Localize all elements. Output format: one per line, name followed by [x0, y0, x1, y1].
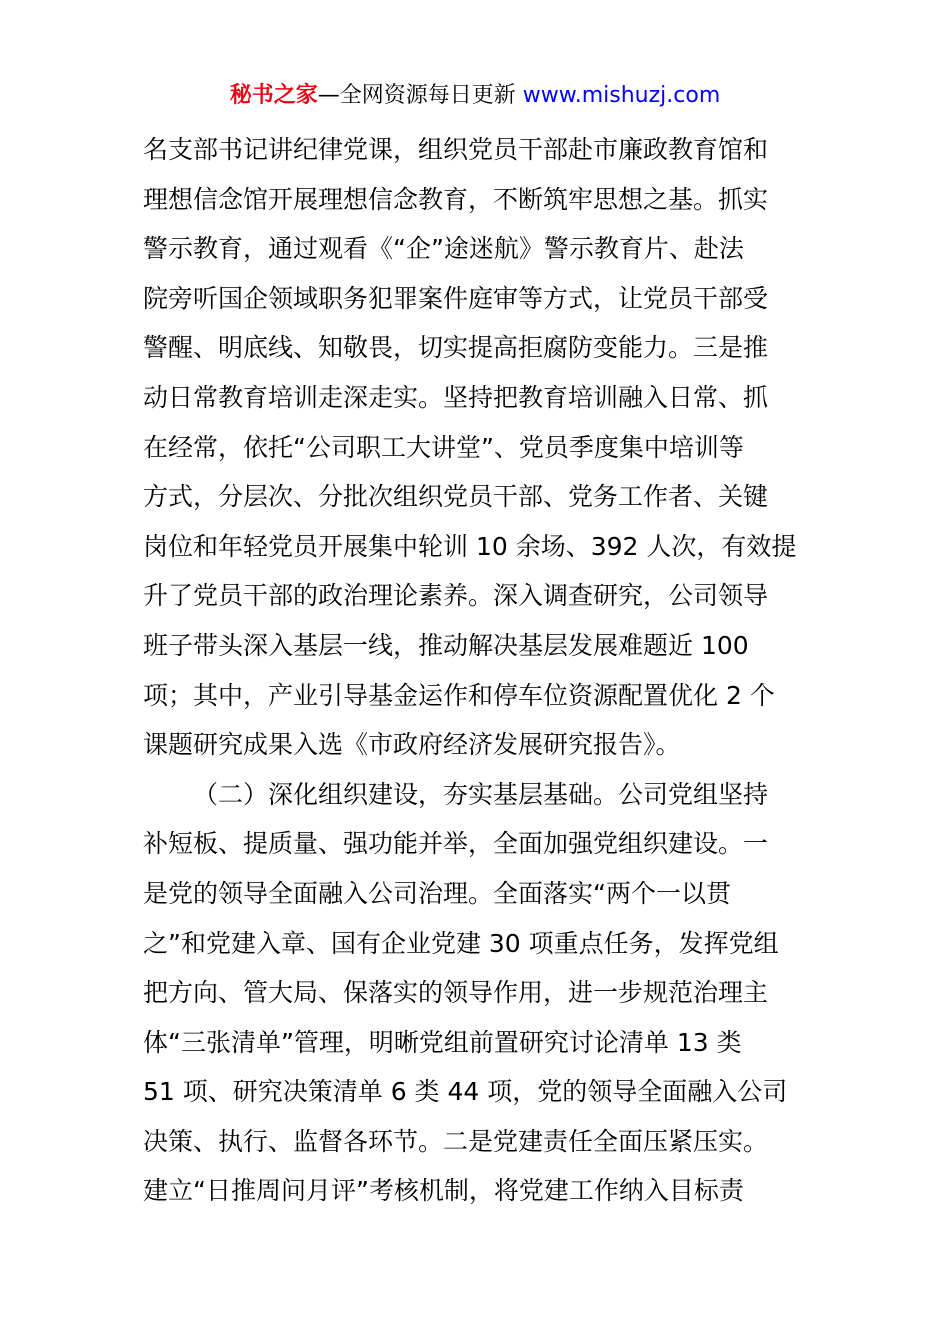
text-line: 班子带头深入基层一线，推动解决基层发展难题近 100 [143, 630, 749, 660]
text-line: 方式，分层次、分批次组织党员干部、党务工作者、关键 [143, 482, 769, 512]
text-line: 课题研究成果入选《市政府经济发展研究报告》。 [143, 730, 681, 760]
text-line: 名支部书记讲纪律党课，组织党员干部赴市廉政教育馆和 [143, 135, 769, 164]
text-line: 是党的领导全面融入公司治理。全面落实“两个一以贯 [143, 878, 731, 908]
header-url-link[interactable]: www.mishuzj.com [522, 83, 721, 108]
text-line: 建立“日推周问月评”考核机制，将党建工作纳入目标责 [143, 1176, 744, 1206]
text-line: 警醒、明底线、知敬畏，切实提高拒腐防变能力。三是推 [143, 333, 769, 363]
text-line: 体“三张清单”管理，明晰党组前置研究讨论清单 13 类 [143, 1027, 742, 1057]
text-line: 理想信念馆开展理想信念教育，不断筑牢思想之基。抓实 [143, 184, 769, 214]
text-line: 把方向、管大局、保落实的领导作用，进一步规范治理主 [143, 978, 769, 1008]
document-body [143, 125, 813, 1216]
header-tagline: —全网资源每日更新 [317, 83, 516, 108]
text-line: 之”和党建入章、国有企业党建 30 项重点任务，发挥党组 [143, 928, 779, 958]
paragraph-heading-line: （二）深化组织建设，夯实基层基础。公司党组坚持 [193, 779, 769, 809]
text-line: 警示教育，通过观看《“企”途迷航》警示教育片、赴法 [143, 234, 744, 264]
header-brand: 秘书之家 [229, 83, 318, 108]
text-line: 院旁听国企领域职务犯罪案件庭审等方式，让党员干部受 [143, 283, 769, 313]
text-line: 51 项、研究决策清单 6 类 44 项，党的领导全面融入公司 [143, 1077, 788, 1107]
text-line: 动日常教育培训走深走实。坚持把教育培训融入日常、抓 [143, 382, 769, 412]
text-line: 项；其中，产业引导基金运作和停车位资源配置优化 2 个 [143, 680, 775, 710]
text-line: 在经常，依托“公司职工大讲堂”、党员季度集中培训等 [143, 432, 744, 462]
text-line: 岗位和年轻党员开展集中轮训 10 余场、392 人次，有效提 [143, 531, 797, 561]
text-line: 补短板、提质量、强功能并举，全面加强党组织建设。一 [143, 829, 769, 859]
text-line: 决策、执行、监督各环节。二是党建责任全面压紧压实。 [143, 1126, 769, 1156]
text-line: 升了党员干部的政治理论素养。深入调查研究，公司领导 [143, 581, 769, 611]
site-header [0, 78, 950, 114]
